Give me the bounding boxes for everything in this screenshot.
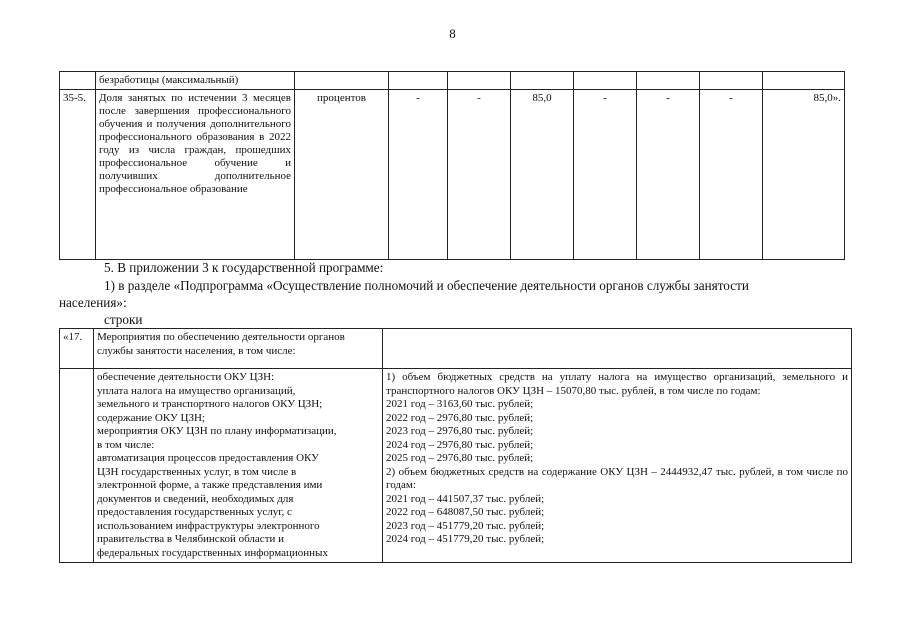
table-cell: [763, 72, 845, 90]
year-line: 2022 год – 2976,80 тыс. рублей;: [386, 411, 534, 424]
detail-line: предоставления государственных услуг, с: [97, 506, 292, 518]
indicators-table: [59, 71, 845, 260]
paragraph-section-line1: 1) в разделе «Подпрограмма «Осуществление полномочий и обеспечение деятельности органов службы занятости: [104, 278, 749, 293]
table-cell: [389, 72, 448, 90]
table-cell: [448, 72, 511, 90]
table-cell: [383, 329, 852, 369]
detail-line: обеспечение деятельности ОКУ ЦЗН:: [97, 371, 275, 383]
year-line: 2022 год – 648087,50 тыс. рублей;: [386, 506, 545, 518]
table-cell: [637, 72, 700, 90]
value-cell: -: [448, 90, 511, 260]
table-cell: [511, 72, 574, 90]
table-row: [60, 72, 845, 90]
detail-line: правительства в Челябинской области и: [97, 533, 285, 545]
detail-line: содержание ОКУ ЦЗН;: [97, 411, 205, 424]
value-cell: 85,0».: [763, 90, 845, 260]
detail-line: электронной форме, а также представления ими: [97, 479, 323, 491]
table-cell: [574, 72, 637, 90]
detail-line: ЦЗН государственных услуг, в том числе в: [97, 465, 297, 478]
measure-details: [94, 369, 383, 563]
paragraph-appendix: 5. В приложении 3 к государственной программе:: [104, 260, 384, 275]
funding-details: [383, 369, 852, 563]
year-line: 2021 год – 3163,60 тыс. рублей;: [386, 398, 534, 410]
value-cell: -: [389, 90, 448, 260]
funding-item-2: 2) объем бюджетных средств на содержание ОКУ ЦЗН – 2444932,47 тыс. рублей, в том числе по годам:: [386, 465, 848, 491]
measures-table: [59, 328, 852, 563]
year-line: 2025 год – 2976,80 тыс. рублей;: [386, 452, 534, 464]
detail-line: уплата налога на имущество организаций,: [97, 384, 296, 397]
indicator-name-cont: безработицы (максимальный): [96, 72, 295, 90]
table-cell: [700, 72, 763, 90]
row-number: «17.: [60, 329, 94, 369]
value-cell: -: [637, 90, 700, 260]
detail-line: земельного и транспортного налогов ОКУ ЦЗН;: [97, 398, 323, 410]
table-row: [60, 90, 845, 260]
value-cell: 85,0: [511, 90, 574, 260]
page-number: 8: [449, 26, 456, 41]
table-row: [60, 369, 852, 563]
paragraph-lines-word: строки: [104, 312, 143, 327]
year-line: 2023 год – 451779,20 тыс. рублей;: [386, 519, 545, 532]
unit-cell: процентов: [295, 90, 389, 260]
year-line: 2024 год – 451779,20 тыс. рублей;: [386, 533, 545, 545]
table-cell: [295, 72, 389, 90]
table-row: [60, 329, 852, 369]
table-cell: [60, 369, 94, 563]
paragraph-section-line2: населения»:: [59, 295, 127, 310]
value-cell: -: [700, 90, 763, 260]
detail-line: документов и сведений, необходимых для: [97, 492, 294, 505]
detail-line: мероприятия ОКУ ЦЗН по плану информатизации,: [97, 425, 337, 437]
table-cell: [60, 72, 96, 90]
indicator-name: Доля занятых по истечении 3 месяцев после завершения профессионального обучения и получения дополнительного профессионального образования в 2022 году из числа граждан, прошедших профессиональное обучение и получивших дополнительное профессиональное образование: [96, 90, 295, 260]
year-line: 2023 год – 2976,80 тыс. рублей;: [386, 425, 534, 437]
measure-title: Мероприятия по обеспечению деятельности органов службы занятости населения, в том числе:: [94, 329, 383, 369]
detail-line: автоматизация процессов предоставления ОКУ: [97, 452, 319, 464]
year-line: 2024 год – 2976,80 тыс. рублей;: [386, 438, 534, 451]
detail-line: в том числе:: [97, 438, 155, 451]
detail-line: федеральных государственных информационных: [97, 546, 328, 559]
funding-item-1: 1) объем бюджетных средств на уплату налога на имущество организаций, земельного и транспортного налогов ОКУ ЦЗН – 15070,80 тыс. рублей, в том числе по годам:: [386, 371, 848, 397]
year-line: 2021 год – 441507,37 тыс. рублей;: [386, 492, 545, 505]
row-number: 35-5.: [60, 90, 96, 260]
detail-line: использованием инфраструктуры электронного: [97, 519, 320, 532]
value-cell: -: [574, 90, 637, 260]
